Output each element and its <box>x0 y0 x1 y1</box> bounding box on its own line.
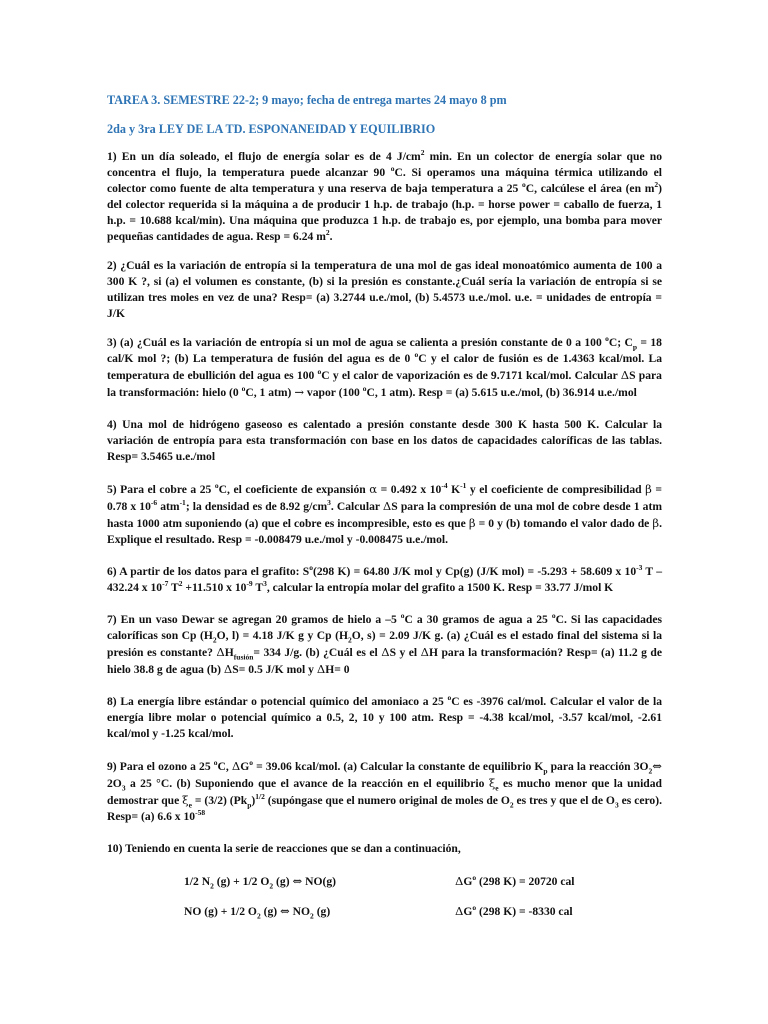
problem-3: 3) (a) ¿Cuál es la variación de entropía si un mol de agua se calienta a presión constante de 0 a 100 $^o$C; $C_p = 18$ cal/K mol ?; (b) La temperatura de fusión del agua es de 0 $^o$C y el calor de fusión es de 1.4363 kcal/mol. La temperatura de ebullición del agua es 100 $^o$C y el calor de vaporización es de 9.7171 kcal/mol. Calcular ΔS para la transformación: hielo (0 $^o$C, 1 atm) → vapor (100 $^o$C, 1 atm). Resp = (a) 5.615 u.e./mol, (b) 36.914 u.e./mol <box>107 334 662 399</box>
arrow-icon: → <box>294 385 305 399</box>
reaction-2 <box>107 903 662 933</box>
reaction-gibbs-energy: $\Delta G^o$ (298 K) = 20720 cal <box>455 873 575 888</box>
equilibrium-arrow-icon: ⇔ <box>292 874 303 888</box>
document-body <box>107 92 662 933</box>
reaction-1 <box>107 873 662 903</box>
problem-2: 2) ¿Cuál es la variación de entropía si la temperatura de una mol de gas ideal monoatómico aumenta de 100 a 300 K ?, si (a) el volumen es constante, (b) si la presión es constante.¿Cuál sería la variación de entropía si se utilizan tres moles en vez de una? Resp= (a) 3.2744 u.e./mol, (b) 5.4573 u.e./mol. u.e. = unidades de entropía = J/K <box>107 259 662 320</box>
problem-4: 4) Una mol de hidrógeno gaseoso es calentado a presión constante desde 300 K hasta 500 K. Calcular la variación de entropía para esta transformación con base en los datos de capacidades caloríficas de las tablas. Resp= 3.5465 u.e./mol <box>107 418 662 463</box>
problem-6: 6) A partir de los datos para el grafito: $S^o(298$ K) = 64.80 J/K mol y Cp(g) (J/K mol) = -5.293 + 58.609 x $10^{-3}$ T – 432.24 x $10^{-7}$ $T^2 +11.510$ x $10^{-9}$ $T^3$, calcular la entropía molar del grafito a 1500 K. Resp = 33.77 J/mol K <box>107 563 662 594</box>
problem-7: 7) En un vaso Dewar se agregan 20 gramos de hielo a –5 $^o$C a 30 gramos de agua a 25 $^o$C. Si las capacidades caloríficas son Cp ($H_2O$, l) = 4.18 J/K g y Cp ($H_2O$, s) = 2.09 J/K g. (a) ¿Cuál es el estado final del sistema si la presión es constante? $\Delta H_{fusión}= 334$ J/g. (b) ¿Cuál es el ΔS y el ΔH para la transformación? Resp= (a) 11.2 g de hielo 38.8 g de agua (b) ΔS= 0.5 J/K mol y ΔH= 0 <box>107 611 663 676</box>
problem-9: 9) Para el ozono a 25 $^o$C, $\Delta G^o = 39.06$ kcal/mol. (a) Calcular la constante de equilibrio $K_p$ para la reacción $3O_2\Leftrightarrow$ $2O_3$ a 25 °C. (b) Suponiendo que el avance de la reacción en el equilibrio $\xi_e$ es mucho menor que la unidad demostrar que $\xi_e = (3/2)$ $(Pk_p)^{1/2}$ (supóngase que el numero original de moles de $O_2$ es tres y que el de $O_3$ es cero). Resp= (a) 6.6 x $10^{-58}$ <box>107 758 662 823</box>
problem-10: 10) Teniendo en cuenta la serie de reacciones que se dan a continuación, <box>107 842 461 855</box>
equilibrium-arrow-icon: ⇔ <box>280 904 290 918</box>
equilibrium-arrow-icon: ⇔ <box>652 759 662 773</box>
reaction-equation: 1/2 $N_2$ (g) + 1/2 $O_2$ (g) ⇔ NO(g) <box>184 874 337 891</box>
problem-8: 8) La energía libre estándar o potencial químico del amoniaco a 25 $^o$C es -3976 cal/mol. Calcular el valor de la energía libre molar o potencial químico a 0.5, 2, 10 y 100 atm. Resp = -4.38 kcal/mol, -3.57 kcal/mol, -2.61 kcal/mol y -1.25 kcal/mol. <box>107 693 662 740</box>
assignment-title: TAREA 3. SEMESTRE 22-2; 9 mayo; fecha de entrega martes 24 mayo 8 pm <box>107 93 507 107</box>
assignment-subtitle: 2da y 3ra LEY DE LA TD. ESPONANEIDAD Y EQUILIBRIO <box>107 122 436 136</box>
reaction-equation: NO (g) + 1/2 $O_2$ (g) ⇔ $NO_2$ (g) <box>184 904 331 921</box>
problem-1: 1) En un día soleado, el flujo de energía solar es de 4 $J/cm^2$ min. En un colector de energía solar que no concentra el flujo, la temperatura puede alcanzar 90 $^o$C. Si operamos una máquina térmica utilizando el colector como fuente de alta temperatura y una reserva de baja temperatura a 25 $^o$C, calcúlese el área (en $m^2$) del colector requerida si la máquina a de producir 1 h.p. de trabajo (h.p. = horse power = caballo de fuerza, 1 h.p. = 10.688 kcal/min). Una máquina que produzca 1 h.p. de trabajo es, por ejemplo, una bomba para mover pequeñas cantidades de agua. Resp = 6.24 $m^2$. <box>107 148 662 243</box>
problem-5: 5) Para el cobre a 25 $^o$C, el coeficiente de expansión α = 0.492 x $10^{-4}$ $K^{-1}$ y el coeficiente de compresibilidad β = 0.78 x $10^{-6}$ atm$^{-1}$; la densidad es de 8.92 $g/cm^3$. Calcular ΔS para la compresión de una mol de cobre desde 1 atm hasta 1000 atm suponiendo (a) que el cobre es incompresible, esto es que β = 0 y (b) tomando el valor dado de β. Explique el resultado. Resp = -0.008479 u.e./mol y -0.008475 u.e./mol. <box>107 481 662 546</box>
reaction-gibbs-energy: $\Delta G^o$ (298 K) = -8330 cal <box>455 903 573 918</box>
